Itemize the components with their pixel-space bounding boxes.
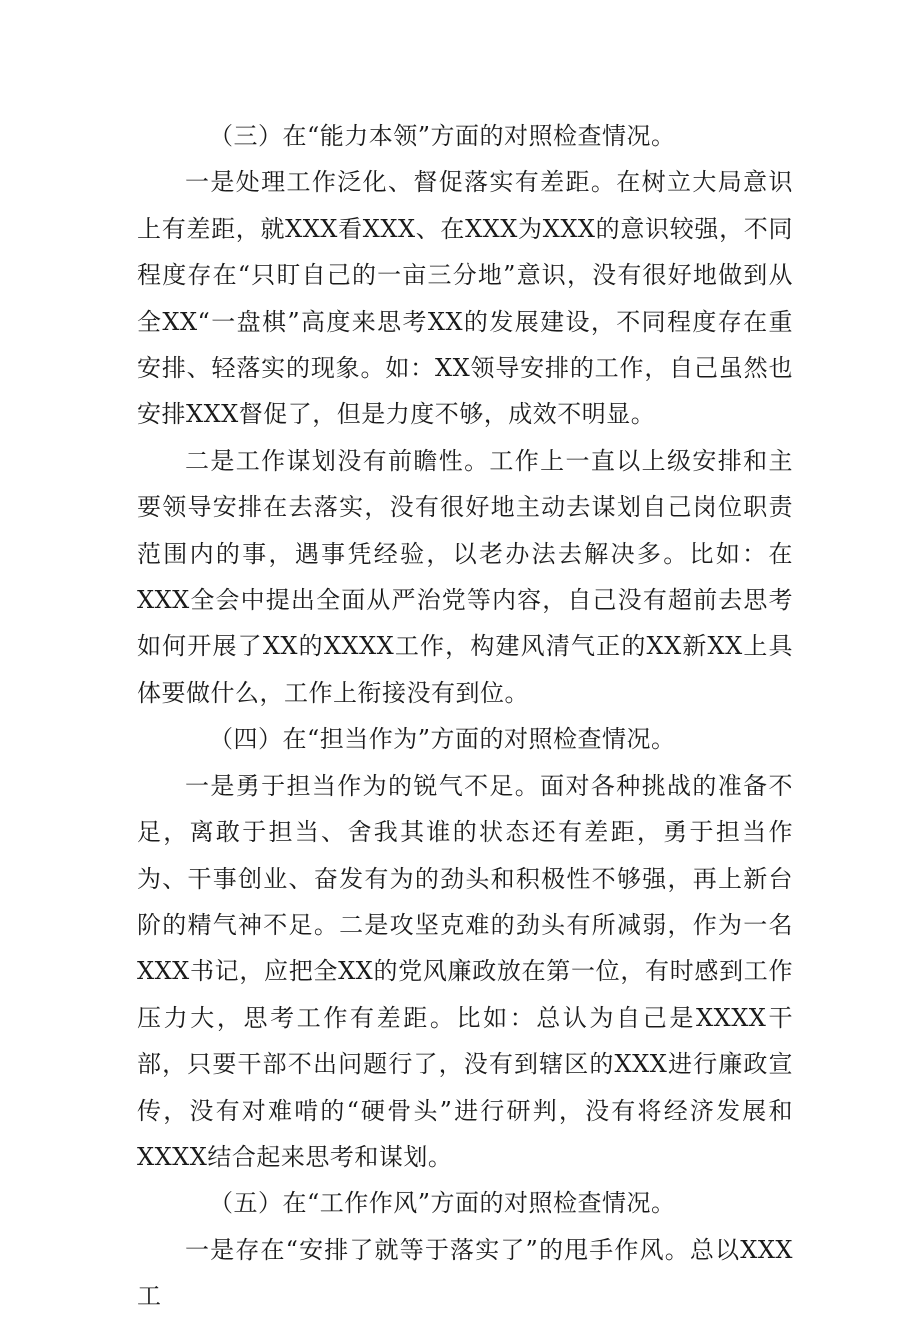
paragraph: 二是工作谋划没有前瞻性。工作上一直以上级安排和主要领导安排在去落实，没有很好地主动去谋划自己岗位职责范围内的事，遇事凭经验，以老办法去解决多。比如：在XXX全会中提出全面从严治党等内容，自己没有超前去思考如何开展了XX的XXXX工作，构建风清气正的XX新XX上具体要做什么，工作上衔接没有到位。	[137, 446, 793, 707]
section-heading-4: （四）在“担当作为”方面的对照检查情况。	[209, 725, 676, 754]
section-heading-3: （三）在“能力本领”方面的对照检查情况。	[209, 122, 676, 150]
section-heading-5: （五）在“工作作风”方面的对照检查情况。	[209, 1189, 676, 1218]
paragraph: 一是处理工作泛化、督促落实有差距。在树立大局意识上有差距，就XXX看XXX、在XXX为XXX的意识较强，不同程度存在“只盯自己的一亩三分地”意识，没有很好地做到从全XX“一盘棋”高度来思考XX的发展建设，不同程度存在重安排、轻落实的现象。如：XX领导安排的工作，自己虽然也安排XXX督促了，但是力度不够，成效不明显。	[137, 168, 793, 429]
paragraph: 一是存在“安排了就等于落实了”的甩手作风。总以XXX工	[137, 1235, 793, 1311]
paragraph: 一是勇于担当作为的锐气不足。面对各种挑战的准备不足，离敢于担当、舍我其谁的状态还有差距，勇于担当作为、干事创业、奋发有为的劲头和积极性不够强，再上新台阶的精气神不足。二是攻坚克难的劲头有所减弱，作为一名XXX书记，应把全XX的党风廉政放在第一位，有时感到工作压力大，思考工作有差距。比如：总认为自己是XXXX干部，只要干部不出问题行了，没有到辖区的XXX进行廉政宣传，没有对难啃的“硬骨头”进行研判，没有将经济发展和XXXX结合起来思考和谋划。	[137, 771, 793, 1171]
document-body	[137, 113, 793, 1320]
